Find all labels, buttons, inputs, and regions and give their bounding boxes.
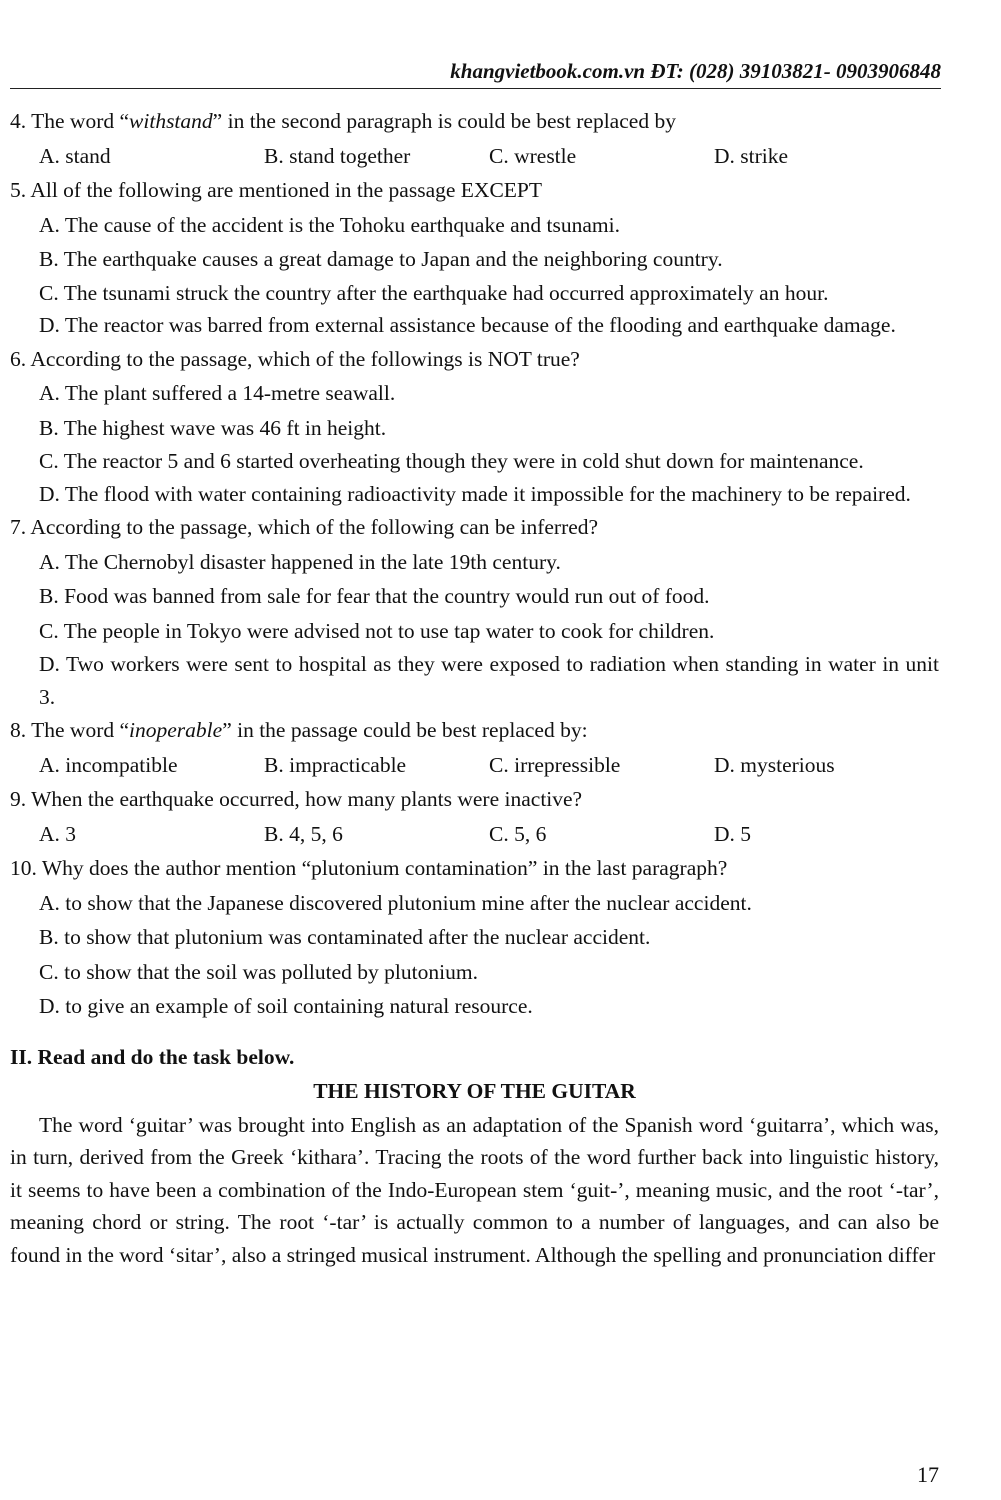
option-b: B. to show that plutonium was contaminated after the nuclear accident. [39, 925, 651, 949]
question-8-stem-pre: 8. The word “ [10, 718, 130, 742]
question-4 [10, 104, 939, 139]
option-c: C. The people in Tokyo were advised not to use tap water to cook for children. [39, 618, 715, 643]
question-4-stem-post: ” in the second paragraph is could be best replaced by [212, 109, 676, 133]
question-8 [10, 713, 939, 748]
question-6-stem: 6. According to the passage, which of the followings is NOT true? [10, 346, 580, 371]
question-10-stem: 10. Why does the author mention “plutonium contamination” in the last paragraph? [10, 856, 728, 880]
option-a: A. The cause of the accident is the Tohoku earthquake and tsunami. [39, 212, 621, 237]
question-4-keyword: withstand [129, 109, 213, 133]
option-b: B. The highest wave was 46 ft in height. [39, 415, 387, 440]
question-9-options [10, 817, 939, 852]
option-a: A. stand [39, 143, 111, 168]
page-content [10, 104, 939, 1271]
option-c: C. to show that the soil was polluted by plutonium. [39, 959, 478, 984]
option-b: B. 4, 5, 6 [264, 821, 343, 846]
option-a: A. The plant suffered a 14-metre seawall. [39, 381, 396, 405]
option-d: D. The flood with water containing radioactivity made it impossible for the machinery to be repaired. [39, 481, 911, 506]
option-d: D. to give an example of soil containing natural resource. [39, 994, 533, 1018]
header-divider [10, 88, 941, 89]
question-8-stem-post: ” in the passage could be best replaced by: [222, 718, 588, 742]
question-9-stem: 9. When the earthquake occurred, how many plants were inactive? [10, 787, 583, 811]
option-c: C. irrepressible [489, 752, 621, 777]
option-a: A. The Chernobyl disaster happened in the late 19th century. [39, 549, 561, 574]
option-d: D. strike [714, 143, 789, 168]
question-7-stem: 7. According to the passage, which of the following can be inferred? [10, 515, 599, 539]
option-d: D. 5 [714, 821, 752, 846]
passage-paragraph: The word ‘guitar’ was brought into English as an adaptation of the Spanish word ‘guitarra’, which was, in turn, derived from the Greek ‘kithara’. Tracing the roots of the word further back into linguistic history, it seems to have been a combination of the Indo-European stem ‘guit-’, meaning music, and the root ‘-tar’, meaning chord or string. The root ‘-tar’ is actually common to a number of languages, and can also be found in the word ‘sitar’, also a stringed musical instrument. Although the spelling and pronunciation differ [10, 1112, 939, 1267]
option-d: D. Two workers were sent to hospital as they were exposed to radiation when standing in water in unit 3. [39, 652, 939, 709]
option-d: D. mysterious [714, 752, 835, 777]
question-5-stem: 5. All of the following are mentioned in the passage EXCEPT [10, 178, 543, 202]
page-number: 17 [917, 1462, 939, 1487]
option-b: B. Food was banned from sale for fear that the country would run out of food. [39, 584, 710, 608]
option-b: B. The earthquake causes a great damage to Japan and the neighboring country. [39, 247, 723, 271]
option-b: B. impracticable [264, 752, 407, 777]
question-8-keyword: inoperable [129, 718, 223, 742]
option-d: D. The reactor was barred from external assistance because of the flooding and earthquake damage. [39, 313, 896, 337]
option-a: A. incompatible [39, 752, 178, 777]
question-8-options [10, 748, 939, 783]
question-4-stem-pre: 4. The word “ [10, 109, 130, 133]
option-c: C. wrestle [489, 143, 577, 168]
option-a: A. 3 [39, 821, 77, 846]
section-heading: II. Read and do the task below. [10, 1044, 295, 1069]
option-c: C. The reactor 5 and 6 started overheating though they were in cold shut down for maintenance. [39, 449, 864, 473]
option-c: C. 5, 6 [489, 821, 547, 846]
option-b: B. stand together [264, 143, 411, 168]
passage-title: THE HISTORY OF THE GUITAR [313, 1079, 636, 1103]
option-c: C. The tsunami struck the country after the earthquake had occurred approximately an hour. [39, 280, 829, 305]
page-header: khangvietbook.com.vn ĐT: (028) 39103821- 0903906848 [450, 59, 941, 83]
option-a: A. to show that the Japanese discovered plutonium mine after the nuclear accident. [39, 890, 752, 915]
question-4-options [10, 139, 939, 174]
